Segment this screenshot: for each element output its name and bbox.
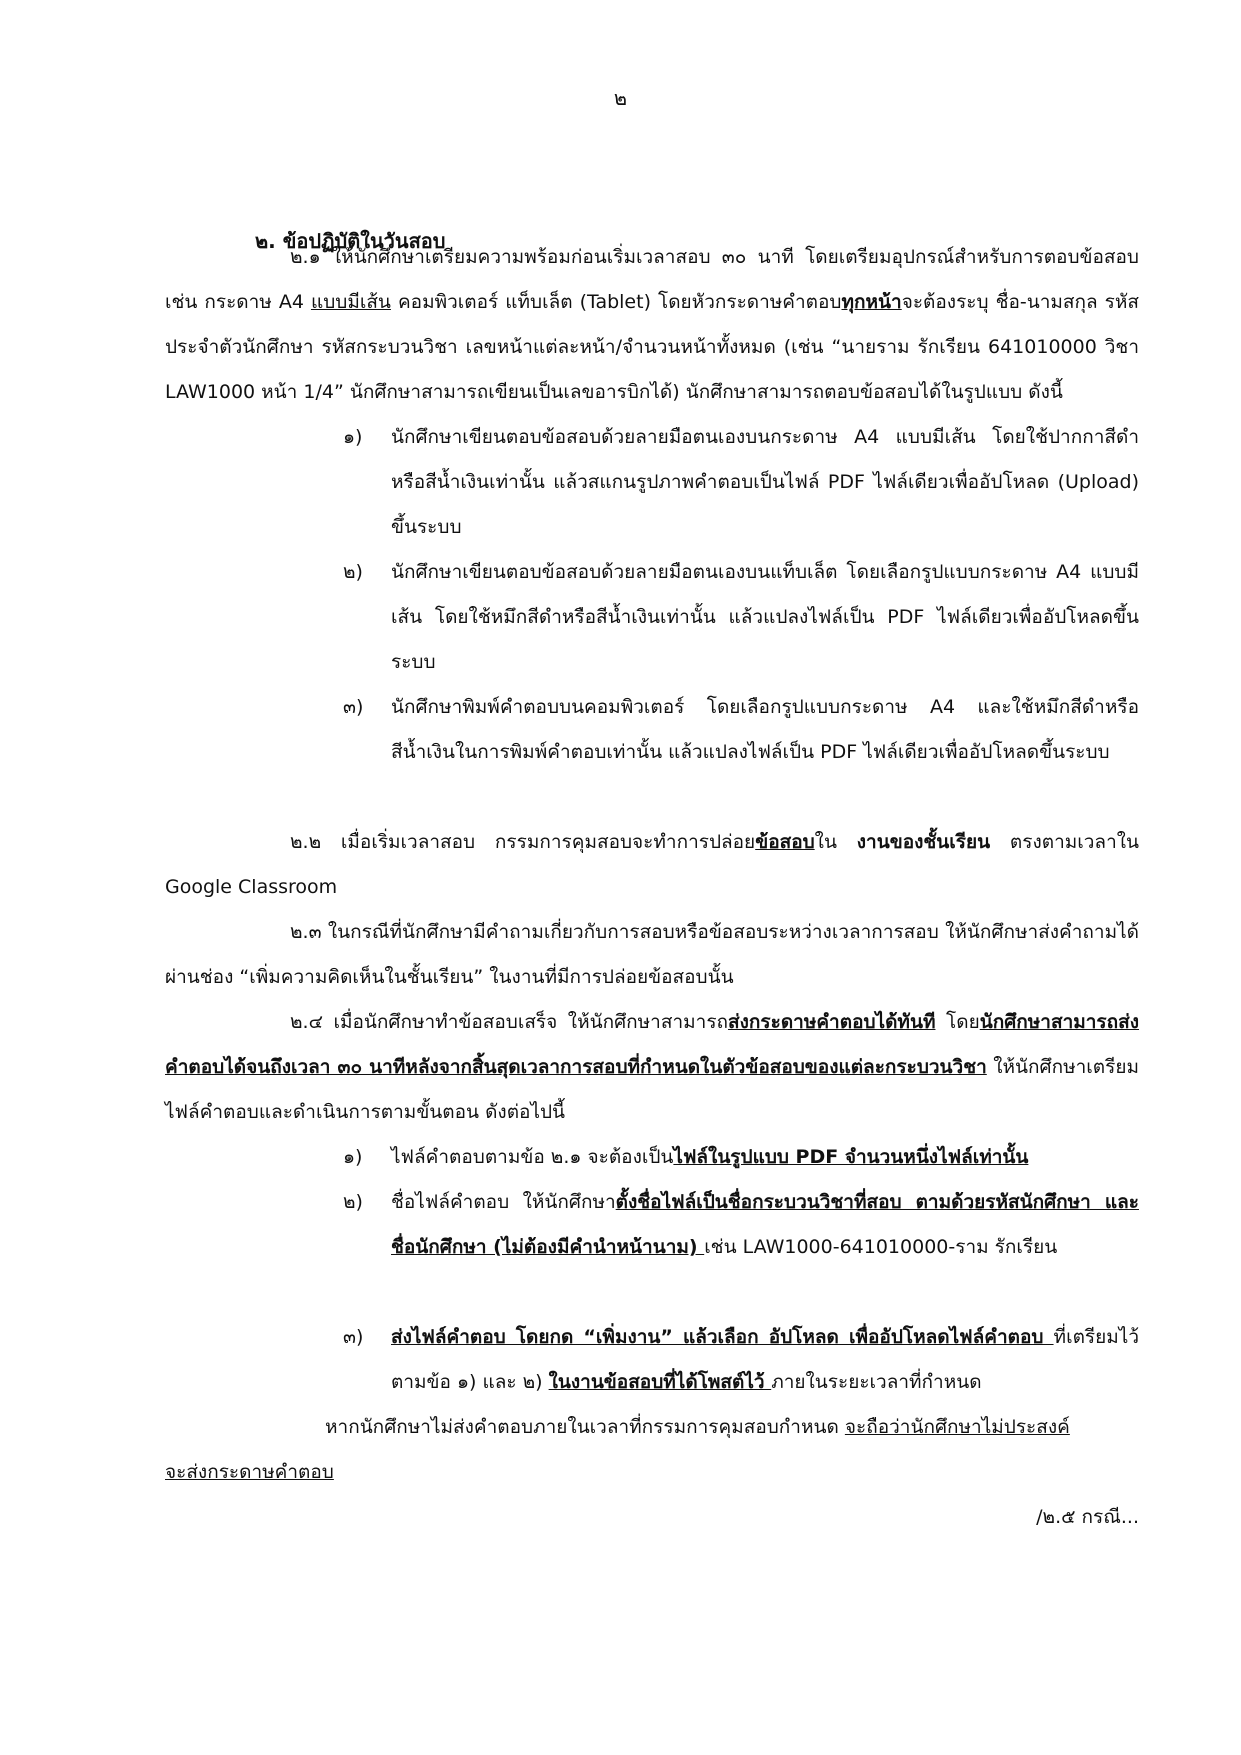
p22-text-b: ใน bbox=[814, 831, 857, 853]
item-text-b: ภายในระยะเวลาที่กำหนด bbox=[771, 1371, 982, 1393]
item-emphasis: ไฟล์ในรูปแบบ PDF จำนวนหนึ่งไฟล์เท่านั้น bbox=[673, 1146, 1029, 1168]
p24-text-c: ให้นักศึกษาเตรียมไฟล์คำตอบและดำเนินการตามขั้นตอน ดังต่อไปนี้ bbox=[165, 1056, 1139, 1123]
p21-item-3 bbox=[343, 685, 1139, 775]
item-text: นักศึกษาเขียนตอบข้อสอบด้วยลายมือตนเองบนกระดาษ A4 แบบมีเส้น โดยใช้ปากกาสีดำหรือสีน้ำเงินเท่านั้น แล้วสแกนรูปภาพคำตอบเป็นไฟล์ PDF ไฟล์เดียวเพื่ออัปโหลด (Upload) ขึ้นระบบ bbox=[391, 426, 1139, 538]
paragraph-2-4 bbox=[165, 1000, 1139, 1135]
section-title: ๒. ข้อปฏิบัติในวันสอบ bbox=[255, 229, 446, 253]
p23-text: ๒.๓ ในกรณีที่นักศึกษามีคำถามเกี่ยวกับการสอบหรือข้อสอบระหว่างเวลาการสอบ ให้นักศึกษาส่งคำถามได้ผ่านช่อง “เพิ่มความคิดเห็นในชั้นเรียน” ในงานที่มีการปล่อยข้อสอบนั้น bbox=[165, 921, 1139, 988]
closing-continuation bbox=[165, 1450, 1139, 1495]
p21-text-b: คอมพิวเตอร์ แท็บเล็ต (Tablet) โดยหัวกระดาษคำตอบ bbox=[390, 291, 842, 313]
closing-underline-cont: จะส่งกระดาษคำตอบ bbox=[165, 1461, 334, 1483]
p22-classwork: งานของชั้นเรียน bbox=[856, 831, 991, 853]
closing-paragraph bbox=[325, 1405, 1139, 1450]
p21-underline-lined: แบบมีเส้น bbox=[310, 291, 391, 313]
item-emphasis-b: ในงานข้อสอบที่ได้โพสต์ไว้ bbox=[548, 1371, 772, 1393]
p24-item-1 bbox=[343, 1135, 1139, 1180]
paragraph-2-3 bbox=[165, 910, 1139, 1000]
p24-submit-immediately: ส่งกระดาษคำตอบได้ทันที bbox=[728, 1011, 936, 1033]
item-text bbox=[391, 1315, 1139, 1405]
item-text bbox=[391, 1180, 1139, 1270]
p24-item-3 bbox=[343, 1315, 1139, 1405]
p24-deadline: นักศึกษาสามารถส่งคำตอบได้จนถึงเวลา ๓๐ นาทีหลังจากสิ้นสุดเวลาการสอบที่กำหนดในตัวข้อสอบของแต่ละกระบวนวิชา bbox=[165, 1011, 1140, 1078]
p22-text-a: ๒.๒ เมื่อเริ่มเวลาสอบ กรรมการคุมสอบจะทำการปล่อย bbox=[290, 831, 756, 853]
item-text-a: ที่เตรียมไว้ตามข้อ ๑) และ ๒) bbox=[391, 1326, 1139, 1393]
item-text-a: ไฟล์คำตอบตามข้อ ๒.๑ จะต้องเป็น bbox=[391, 1146, 674, 1168]
p21-item-1 bbox=[343, 415, 1139, 550]
closing-text: หากนักศึกษาไม่ส่งคำตอบภายในเวลาที่กรรมการคุมสอบกำหนด bbox=[325, 1416, 845, 1438]
item-text-a: ชื่อไฟล์คำตอบ ให้นักศึกษา bbox=[391, 1191, 616, 1213]
p21-item-2 bbox=[343, 550, 1139, 685]
p22-text-c: ตรงตามเวลาใน Google Classroom bbox=[165, 831, 1140, 898]
paragraph-2-1 bbox=[165, 235, 1139, 415]
item-number: ๒) bbox=[343, 561, 363, 583]
p24-text-a: ๒.๔ เมื่อนักศึกษาทำข้อสอบเสร็จ ให้นักศึกษาสามารถ bbox=[290, 1011, 729, 1033]
item-number: ๓) bbox=[343, 1326, 364, 1348]
page-number: ๒ bbox=[613, 86, 628, 110]
p21-text-c: จะต้องระบุ ชื่อ-นามสกุล รหัสประจำตัวนักศึกษา รหัสกระบวนวิชา เลขหน้าแต่ละหน้า/จำนวนหน้าทั้งหมด (เช่น “นายราม รักเรียน 641010000 วิชา LAW1000 หน้า 1/4” นักศึกษาสามารถเขียนเป็นเลขอารบิกได้) นักศึกษาสามารถตอบข้อสอบได้ในรูปแบบ ดังนี้ bbox=[165, 291, 1139, 403]
item-number: ๓) bbox=[343, 696, 364, 718]
item-text-b: เช่น LAW1000-641010000-ราม รักเรียน bbox=[704, 1236, 1058, 1258]
item-text: นักศึกษาเขียนตอบข้อสอบด้วยลายมือตนเองบนแท็บเล็ต โดยเลือกรูปแบบกระดาษ A4 แบบมีเส้น โดยใช้หมึกสีดำหรือสีน้ำเงินเท่านั้น แล้วแปลงไฟล์เป็น PDF ไฟล์เดียวเพื่ออัปโหลดขึ้นระบบ bbox=[391, 561, 1139, 673]
p21-every-page: ทุกหน้า bbox=[841, 291, 902, 313]
next-page-reference: /๒.๕ กรณี... bbox=[1036, 1506, 1139, 1528]
p21-text-a: ๒.๑ ให้นักศึกษาเตรียมความพร้อมก่อนเริ่มเวลาสอบ ๓๐ นาที โดยเตรียมอุปกรณ์สำหรับการตอบข้อสอบ เช่น กระดาษ A4 bbox=[165, 246, 1139, 313]
p24-item-2 bbox=[343, 1180, 1139, 1270]
p24-text-b: โดย bbox=[935, 1011, 980, 1033]
item-text bbox=[391, 1135, 1139, 1180]
item-number: ๒) bbox=[343, 1191, 363, 1213]
paragraph-2-2 bbox=[165, 820, 1139, 910]
p22-exam: ข้อสอบ bbox=[755, 831, 815, 853]
item-emphasis: ตั้งชื่อไฟล์เป็นชื่อกระบวนวิชาที่สอบ ตามด้วยรหัสนักศึกษา และชื่อนักศึกษา (ไม่ต้องมีคำนำหน้านาม) bbox=[391, 1191, 1139, 1258]
item-number: ๑) bbox=[343, 426, 363, 448]
item-text: นักศึกษาพิมพ์คำตอบบนคอมพิวเตอร์ โดยเลือกรูปแบบกระดาษ A4 และใช้หมึกสีดำหรือสีน้ำเงินในการพิมพ์คำตอบเท่านั้น แล้วแปลงไฟล์เป็น PDF ไฟล์เดียวเพื่ออัปโหลดขึ้นระบบ bbox=[391, 696, 1139, 763]
item-emphasis-a: ส่งไฟล์คำตอบ โดยกด “เพิ่มงาน” แล้วเลือก อัปโหลด เพื่ออัปโหลดไฟล์คำตอบ bbox=[391, 1326, 1054, 1348]
item-number: ๑) bbox=[343, 1146, 363, 1168]
closing-underline: จะถือว่านักศึกษาไม่ประสงค์ bbox=[844, 1416, 1070, 1438]
